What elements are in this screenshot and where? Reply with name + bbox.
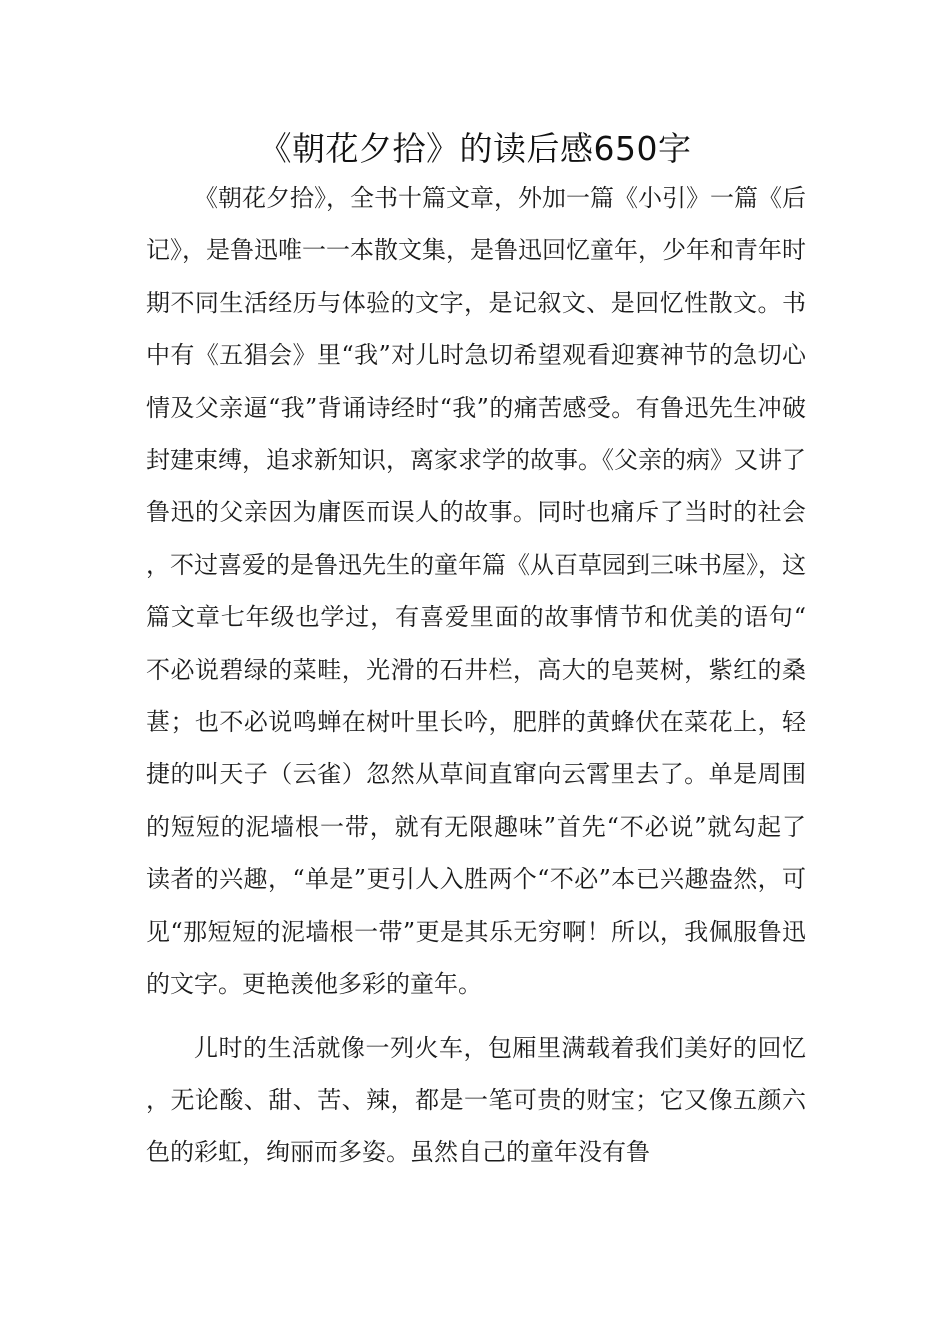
paragraph-1: 《朝花夕拾》，全书十篇文章，外加一篇《小引》一篇《后记》，是鲁迅唯一一本散文集，是鲁迅回忆童年，少年和青年时期不同生活经历与体验的文字，是记叙文、是回忆性散文。书中有《五猖会》里“我”对儿时急切希望观看迎赛神节的急切心情及父亲逼“我”背诵诗经时“我”的痛苦感受。有鲁迅先生冲破封建束缚，追求新知识，离家求学的故事。《父亲的病》又讲了鲁迅的父亲因为庸医而误人的故事。同时也痛斥了当时的社会，不过喜爱的是鲁迅先生的童年篇《从百草园到三味书屋》，这篇文章七年级也学过，有喜爱里面的故事情节和优美的语句“不必说碧绿的菜畦，光滑的石井栏，高大的皂荚树，紫红的桑葚；也不必说鸣蝉在树叶里长吟，肥胖的黄蜂伏在菜花上，轻捷的叫天子（云雀）忽然从草间直窜向云霄里去了。单是周围的短短的泥墙根一带，就有无限趣味”首先“不必说”就勾起了读者的兴趣，“单是”更引人入胜两个“不必”本已兴趣盎然，可见“那短短的泥墙根一带”更是其乐无穷啊！所以，我佩服鲁迅的文字。更艳羡他多彩的童年。 [146, 184, 806, 999]
paragraph-2: 儿时的生活就像一列火车，包厢里满载着我们美好的回忆，无论酸、甜、苦、辣，都是一笔可贵的财宝；它又像五颜六色的彩虹，绚丽而多姿。虽然自己的童年没有鲁 [146, 1033, 806, 1167]
document-title: 《朝花夕拾》的读后感650字 [258, 129, 692, 168]
document-body [146, 172, 806, 1179]
